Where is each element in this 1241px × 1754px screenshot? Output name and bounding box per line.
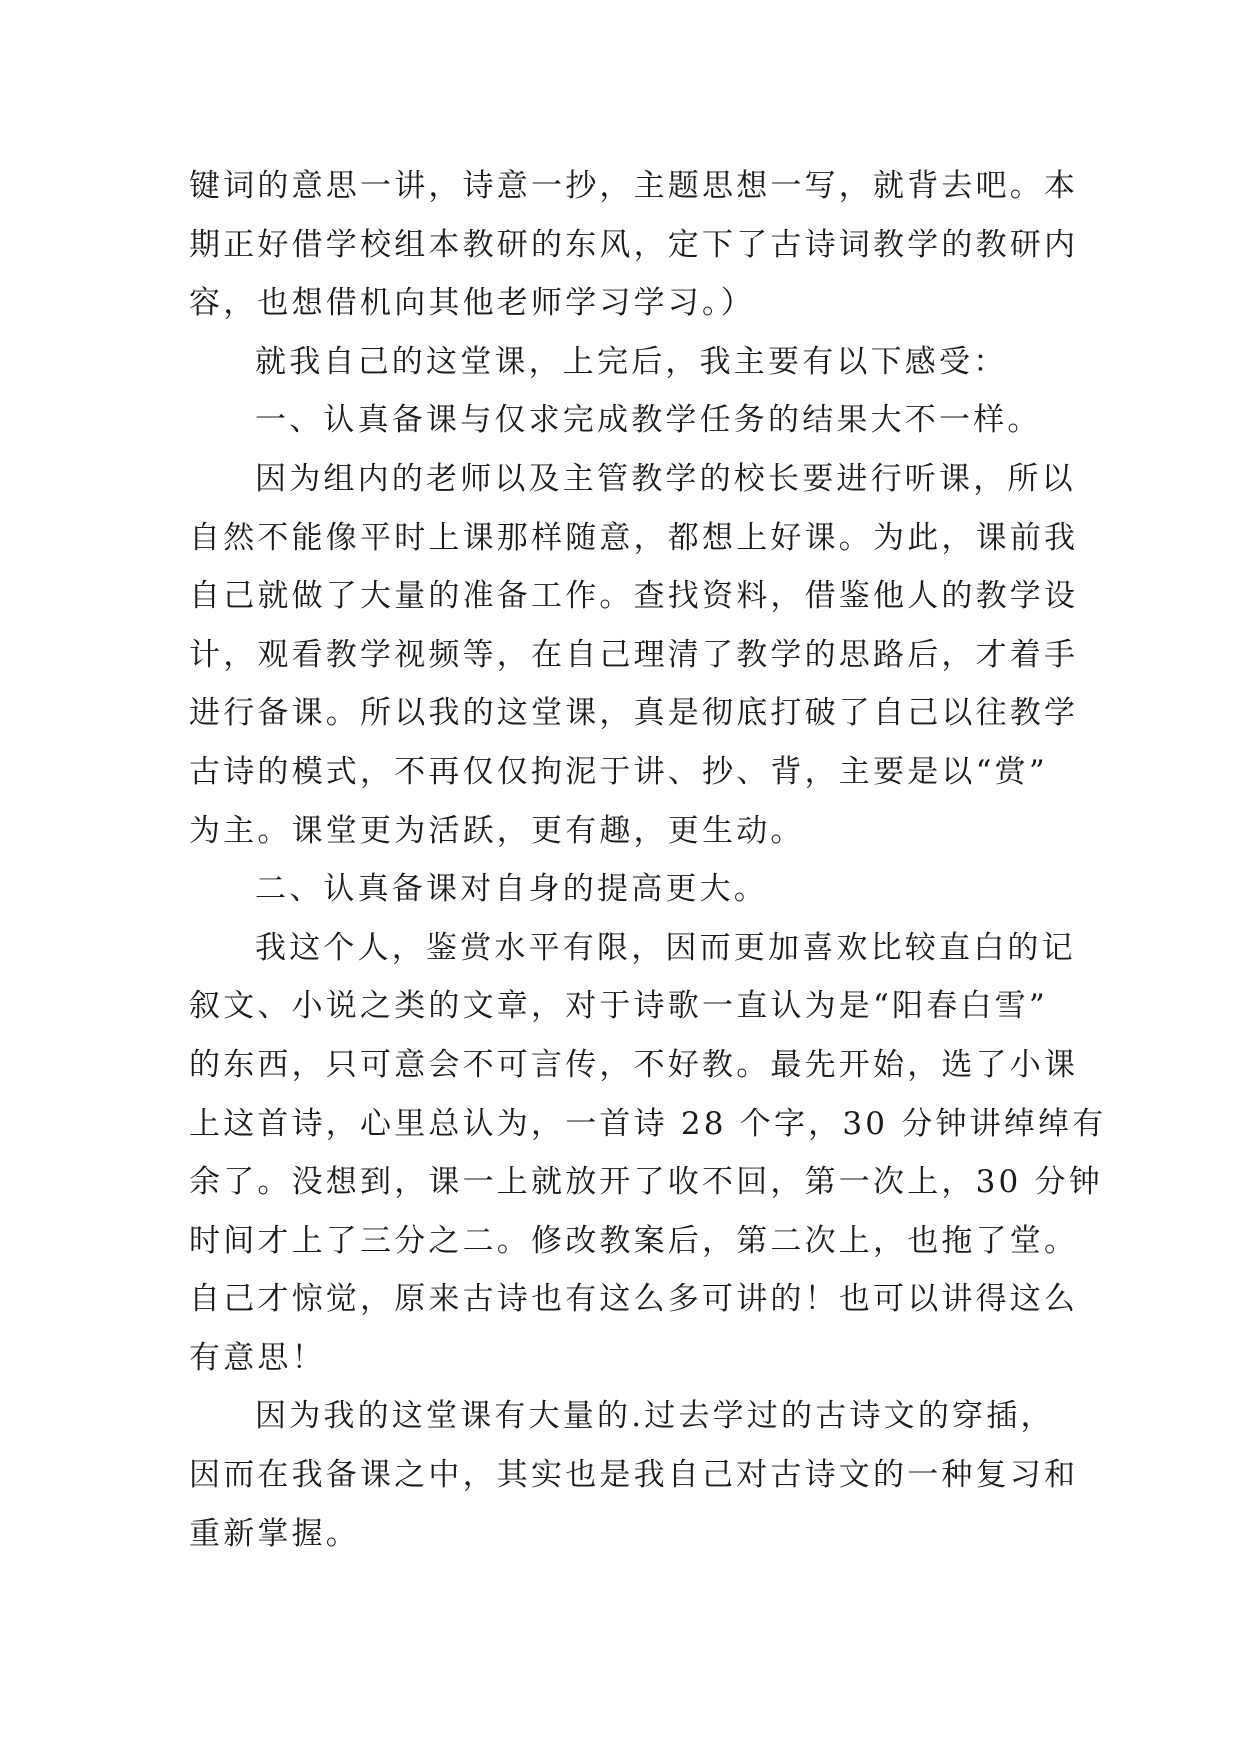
text-line: 重新掌握。 (189, 1515, 360, 1552)
paragraph-first-line: 一、认真备课与仅求完成教学任务的结果大不一样。 (255, 402, 1042, 439)
text-line: 自己就做了大量的准备工作。查找资料，借鉴他人的教学设 (189, 578, 1079, 615)
text-line: 叙文、小说之类的文章，对于诗歌一直认为是“阳春白雪” (189, 988, 1048, 1025)
text-line: 自然不能像平时上课那样随意，都想上好课。为此，课前我 (189, 519, 1079, 556)
text-line: 因而在我备课之中，其实也是我自己对古诗文的一种复习和 (189, 1457, 1079, 1494)
paragraph-first-line: 二、认真备课对自身的提高更大。 (255, 871, 768, 908)
paragraph-first-line: 我这个人，鉴赏水平有限，因而更加喜欢比较直白的记 (255, 929, 1076, 966)
paragraph-first-line: 因为我的这堂课有大量的.过去学过的古诗文的穿插， (255, 1398, 1055, 1435)
text-line: 上这首诗，心里总认为，一首诗 28 个字，30 分钟讲绰绰有 (189, 1105, 1107, 1142)
text-line: 古诗的模式，不再仅仅拘泥于讲、抄、背，主要是以“赏” (189, 753, 1048, 790)
text-line: 容，也想借机向其他老师学习学习。） (189, 285, 755, 322)
text-line: 自己才惊觉，原来古诗也有这么多可讲的！也可以讲得这么 (189, 1281, 1079, 1318)
text-line: 时间才上了三分之二。修改教案后，第二次上，也拖了堂。 (189, 1222, 1079, 1259)
text-line: 进行备课。所以我的这堂课，真是彻底打破了自己以往教学 (189, 695, 1079, 732)
paragraph-first-line: 因为组内的老师以及主管教学的校长要进行听课，所以 (255, 460, 1076, 497)
paragraph-first-line: 就我自己的这堂课，上完后，我主要有以下感受： (255, 343, 1008, 380)
text-line: 计，观看教学视频等，在自己理清了教学的思路后，才着手 (189, 636, 1079, 673)
document-body (189, 157, 1107, 1563)
text-line: 键词的意思一讲，诗意一抄，主题思想一写，就背去吧。本 (189, 168, 1079, 204)
text-line: 的东西，只可意会不可言传，不好教。最先开始，选了小课 (189, 1046, 1079, 1083)
text-line: 有意思！ (189, 1339, 326, 1376)
text-line: 余了。没想到，课一上就放开了收不回，第一次上，30 分钟 (189, 1164, 1103, 1201)
text-line: 期正好借学校组本教研的东风，定下了古诗词教学的教研内 (189, 226, 1079, 263)
text-line: 为主。课堂更为活跃，更有趣，更生动。 (189, 812, 805, 849)
